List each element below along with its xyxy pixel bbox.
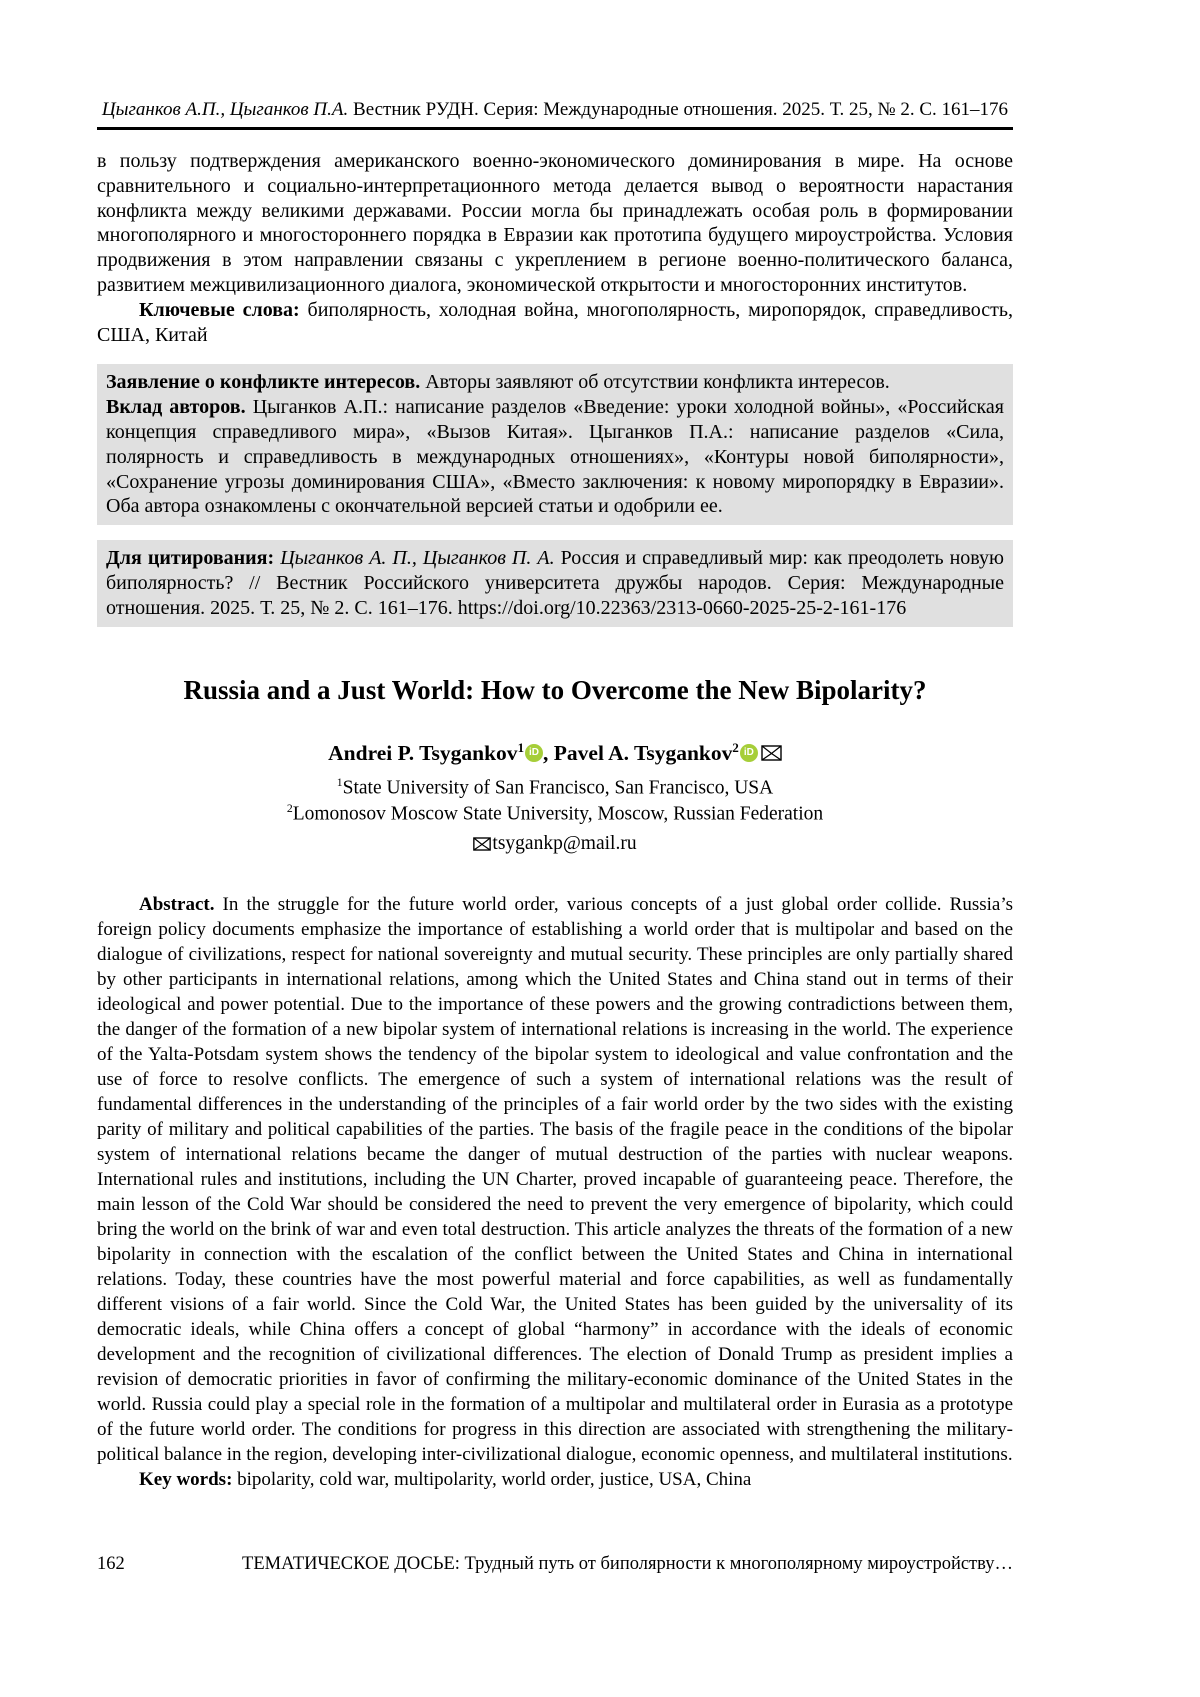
running-head-citation: Вестник РУДН. Серия: Международные отношения. 2025. Т. 25, № 2. С. 161–176: [353, 99, 1009, 120]
abstract-text: In the struggle for the future world order, various concepts of a just global order collide. Russia’s foreign policy documents emphasize the importance of establishing a world order that is multipolar and based on the dialogue of civilizations, respect for national sovereignty and mutual security. These principles are only partially shared by other participants in international relations, among which the United States and China stand out in terms of their ideological and power potential. Due to the importance of these powers and the growing contradictions between them, the danger of the formation of a new bipolar system of international relations is increasing in the world. The experience of the Yalta-Potsdam system shows the tendency of the bipolar system to ideological and value confrontation and the use of force to resolve conflicts. The emergence of such a system of international relations was the result of fundamental differences in the understanding of the principles of a fair world order by the two sides with the existing parity of military and political capabilities of the parties. The basis of the fragile peace in the conditions of the bipolar system of international relations became the danger of mutual destruction of the parties with nuclear weapons. International rules and institutions, including the UN Charter, proved incapable of guaranteeing peace. Therefore, the main lesson of the Cold War should be considered the need to prevent the very emergence of bipolarity, which could bring the world on the brink of war and even total destruction. This article analyzes the threats of the formation of a new bipolarity in connection with the escalation of the conflict between the United States and China in international relations. Today, these countries have the most powerful material and force capabilities, as well as fundamentally different visions of a fair world. Since the Cold War, the United States has been guided by the universality of its democratic ideals, while China offers a concept of global “harmony” in accordance with the ideals of economic development and the recognition of civilizational differences. The election of Donald Trump as president implies a revision of democratic priorities in favor of confirming the military-economic dominance of the United States in the world. Russia could play a special role in the formation of a multipolar and multilateral order in Eurasia as a prototype of the future world order. The conditions for progress in this direction are associated with strengthening the military-political balance in the region, developing inter-civilizational dialogue, economic openness, and multilateral institutions.: [97, 894, 1013, 1465]
abstract-paragraph: [97, 893, 1013, 1468]
author-2-name: Pavel A. Tsygankov: [553, 740, 733, 765]
conflict-of-interest-box: [97, 364, 1013, 525]
affiliation-2-text: Lomonosov Moscow State University, Moscow, Russian Federation: [292, 803, 824, 825]
abstract-label: Abstract.: [139, 894, 215, 916]
citation-text: Россия и справедливый мир: как преодолеть новую биполярность? // Вестник Российского университета дружбы народов. Серия: Международные отношения. 2025. Т. 25, № 2. С. 161–176.: [106, 547, 1004, 619]
article-title: Russia and a Just World: How to Overcome the New Bipolarity?: [183, 674, 927, 705]
doi-link[interactable]: https://doi.org/10.22363/2313-0660-2025-25-2-161-176: [457, 596, 907, 619]
email-line: [97, 831, 1013, 857]
intro-paragraph: в пользу подтверждения американского военно-экономического доминирования в мире. На основе сравнительного и социально-интерпретационного метода делается вывод о вероятности нарастания конфликта между великими державами. России могла бы принадлежать особая роль в формировании многополярного и многостороннего порядка в Евразии как прототипа будущего мироустройства. Условия продвижения в этом направлении связаны с укреплением в регионе военно-политического баланса, развитием межцивилизационного диалога, экономической открытости и многосторонних институтов.: [97, 150, 1013, 296]
keywords-ru-label: Ключевые слова:: [139, 298, 300, 321]
affiliation-1: [97, 775, 1013, 802]
authors-contribution: [106, 395, 1004, 519]
page-footer: [97, 1554, 1013, 1575]
keywords-en-label: Key words:: [139, 1468, 233, 1490]
page-number: 162: [97, 1554, 125, 1574]
orcid-icon[interactable]: iD: [740, 744, 758, 762]
citation-box: [97, 540, 1013, 626]
author-1-affiliation-mark: 1: [517, 740, 525, 755]
keywords-en-text: bipolarity, cold war, multipolarity, world order, justice, USA, China: [232, 1468, 752, 1490]
keywords-ru-text: биполярность, холодная война, многополярность, миропорядок, справедливость, США, Китай: [97, 298, 1013, 346]
affiliation-1-mark: 1: [336, 775, 343, 789]
authors-line: [97, 741, 1013, 766]
citation-authors: Цыганков А. П., Цыганков П. А.: [274, 547, 561, 570]
footer-running-title: ТЕМАТИЧЕСКОЕ ДОСЬЕ: Трудный путь от биполярности к многополярному мироустройству…: [242, 1554, 1013, 1574]
keywords-ru: [97, 298, 1013, 348]
running-head-authors: Цыганков А.П., Цыганков П.А.: [101, 99, 354, 120]
author-1-name: Andrei P. Tsygankov: [328, 740, 518, 765]
affiliations: [97, 775, 1013, 857]
authors-contribution-text: Цыганков А.П.: написание разделов «Введение: уроки холодной войны», «Российская концепция справедливого мира», «Вызов Китая». Цыганков П.А.: написание разделов «Сила, полярность и справедливость в международных отношениях», «Контуры новой биполярности», «Сохранение угрозы доминирования США», «Вместо заключения: к новому миропорядку в Евразии». Оба автора ознакомлены с окончательной версией статьи и одобрили ее.: [106, 396, 1004, 518]
page-content: [97, 149, 1013, 1493]
orcid-icon[interactable]: iD: [525, 744, 543, 762]
affiliation-2: [97, 801, 1013, 828]
citation-label: Для цитирования:: [106, 547, 275, 570]
keywords-en: [97, 1468, 1013, 1493]
running-head: [97, 99, 1013, 121]
envelope-icon: [473, 837, 491, 851]
conflict-statement-text: Авторы заявляют об отсутствии конфликта интересов.: [420, 371, 890, 394]
header-rule: [97, 127, 1013, 130]
affiliation-1-text: State University of San Francisco, San Francisco, USA: [342, 777, 774, 799]
envelope-icon[interactable]: [761, 745, 782, 761]
citation-paragraph: [106, 546, 1004, 620]
conflict-statement: [106, 370, 1004, 395]
affiliation-2-mark: 2: [286, 802, 293, 816]
conflict-statement-label: Заявление о конфликте интересов.: [106, 371, 421, 394]
authors-contribution-label: Вклад авторов.: [106, 396, 246, 419]
authors-separator: ,: [543, 740, 554, 765]
author-2-affiliation-mark: 2: [732, 740, 739, 755]
email-address[interactable]: tsygankp@mail.ru: [492, 833, 637, 854]
